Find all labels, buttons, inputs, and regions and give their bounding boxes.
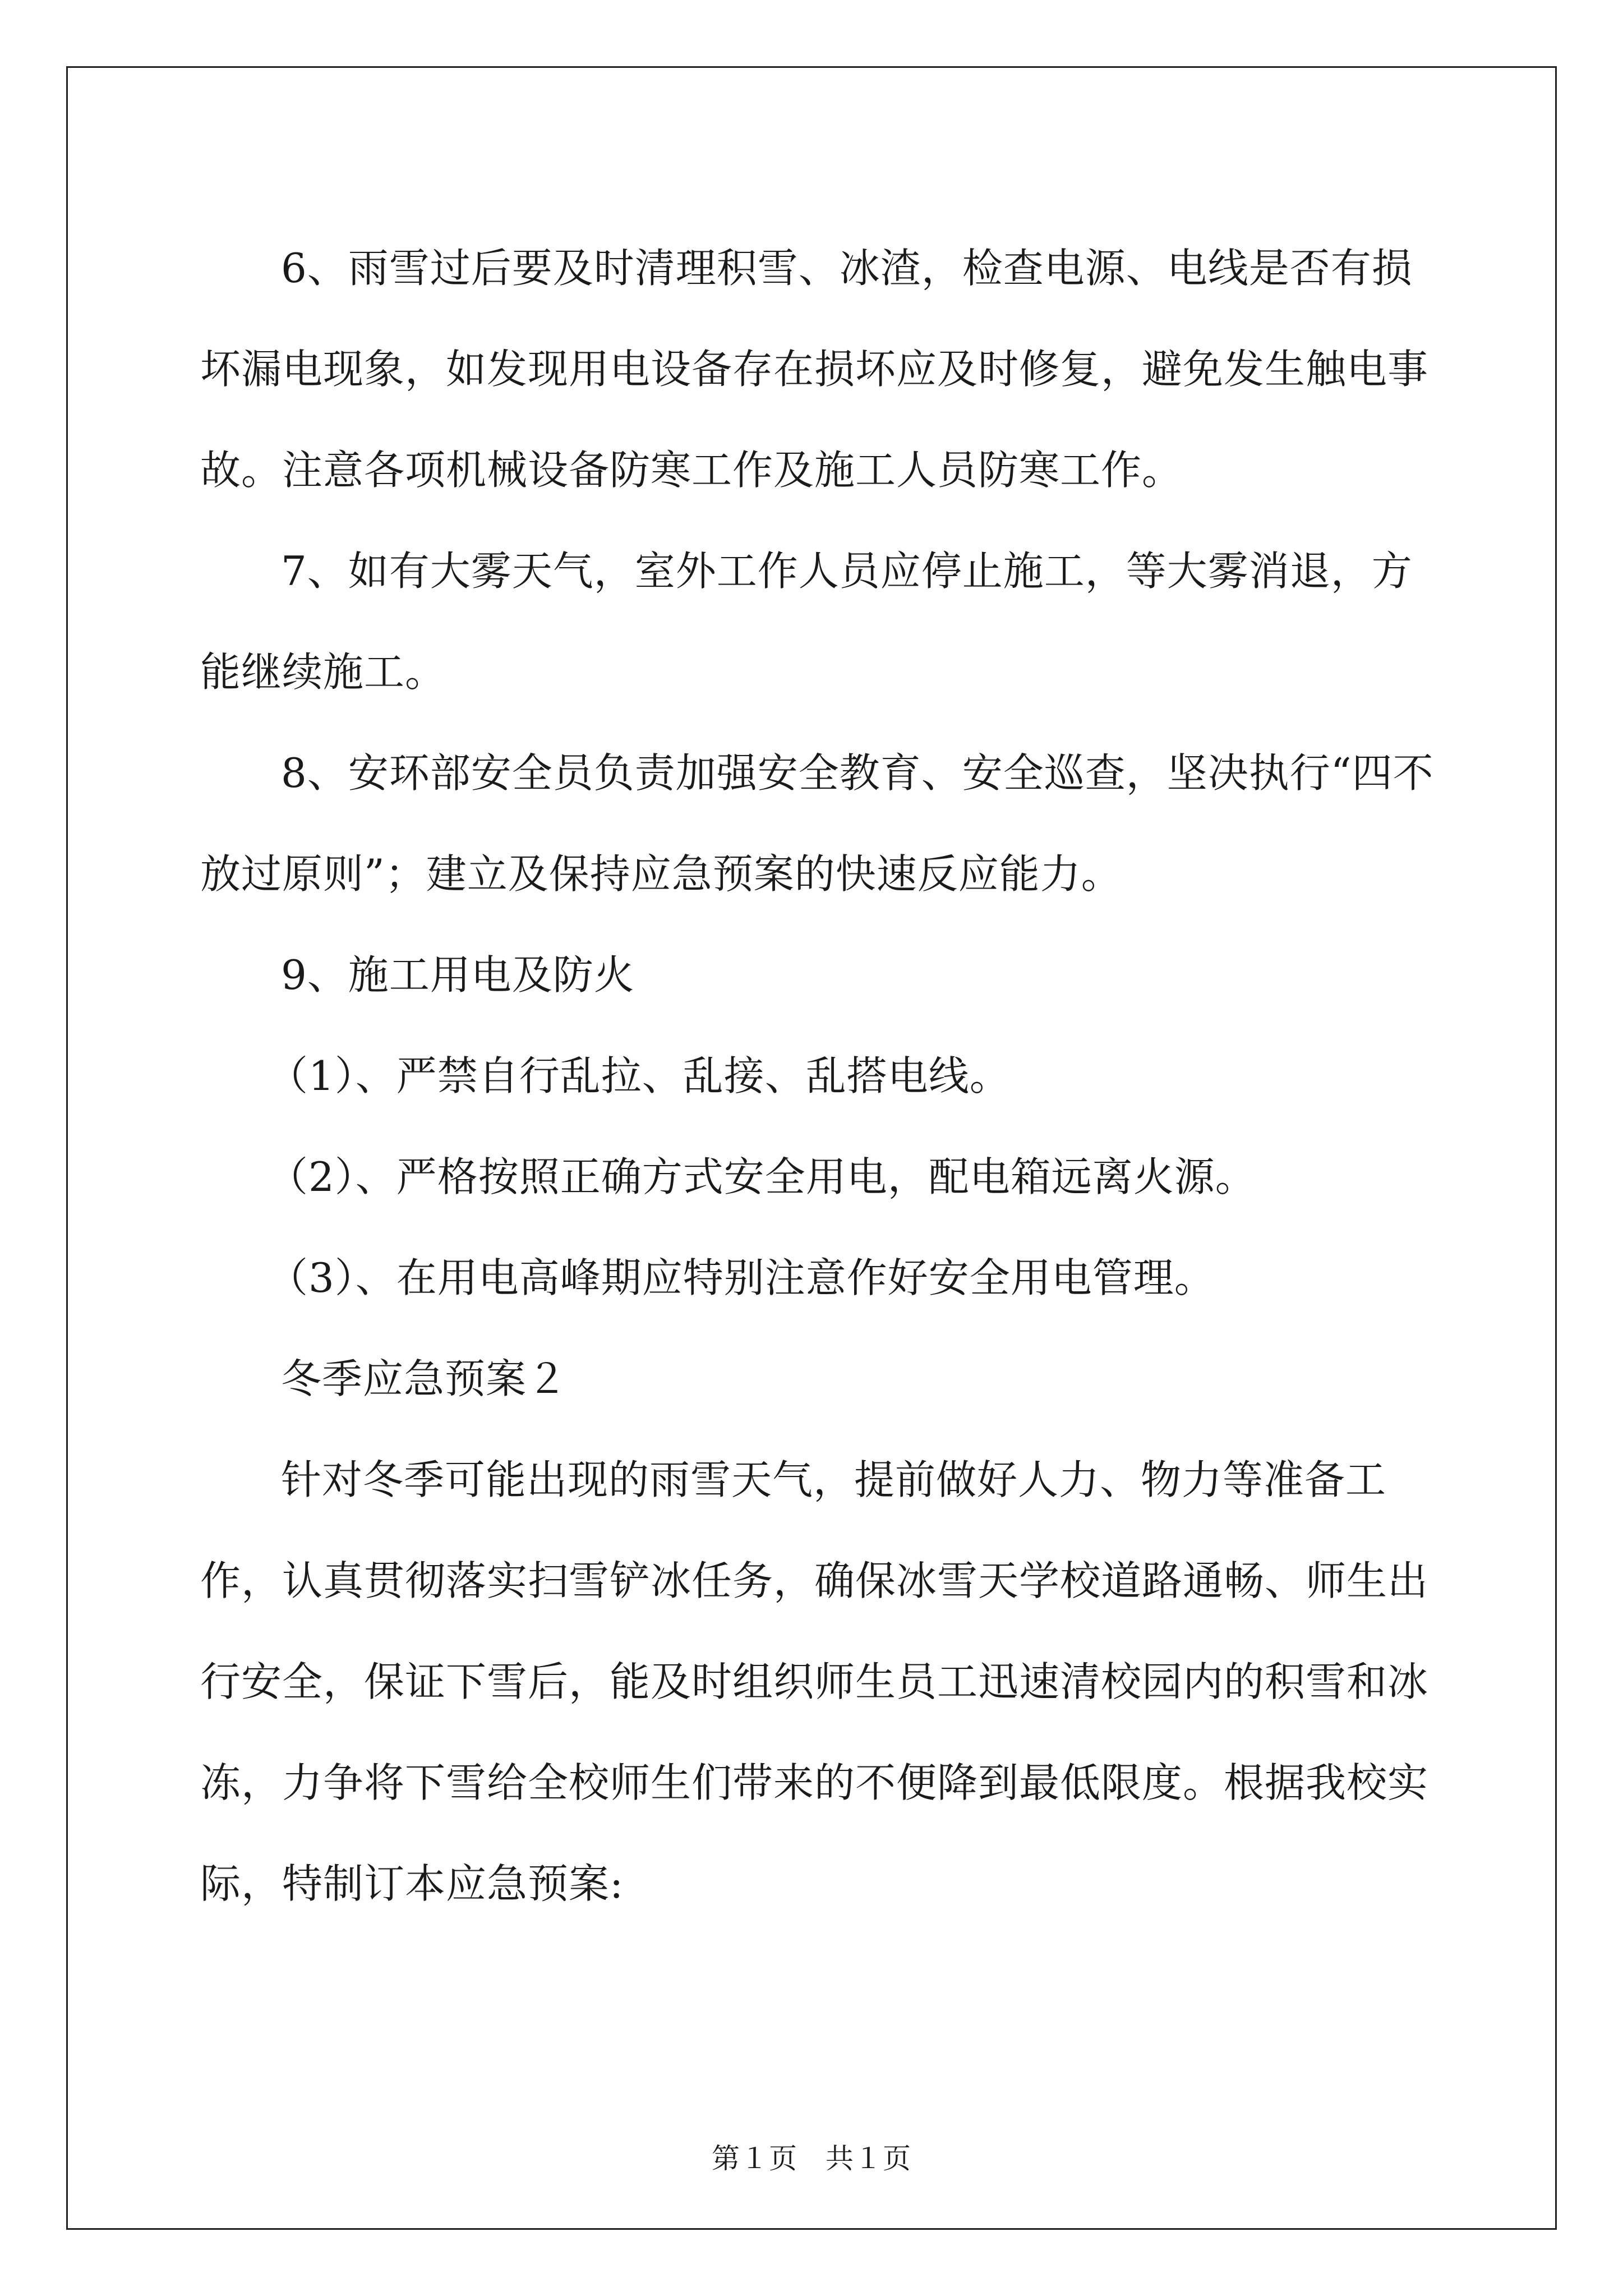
paragraph-item-7: 7、如有大雾天气，室外工作人员应停止施工，等大雾消退，方能继续施工。 bbox=[200, 547, 1413, 696]
sub-item-2: （2）、严格按照正确方式安全用电，配电箱远离火源。 bbox=[268, 1153, 1256, 1200]
section-heading: 冬季应急预案２ bbox=[281, 1355, 568, 1402]
sub-item-3: （3）、在用电高峰期应特别注意作好安全用电管理。 bbox=[268, 1254, 1215, 1301]
paragraph-item-8: 8、安环部安全员负责加强安全教育、安全巡查，坚决执行“四不放过原则”；建立及保持应急预案的快速反应能力。 bbox=[200, 749, 1434, 898]
paragraph-item-9: 9、施工用电及防火 bbox=[281, 951, 635, 999]
intro-paragraph: 针对冬季可能出现的雨雪天气，提前做好人力、物力等准备工作，认真贯彻落实扫雪铲冰任务，确保冰雪天学校道路通畅、师生出行安全，保证下雪后，能及时组织师生员工迅速清校园内的积雪和冰冻，力争将下雪给全校师生们带来的不便降到最低限度。根据我校实际，特制订本应急预案: bbox=[200, 1456, 1429, 1907]
paragraph-item-6: 6、雨雪过后要及时清理积雪、冰渣，检查电源、电线是否有损坏漏电现象，如发现用电设备存在损坏应及时修复，避免发生触电事故。注意各项机械设备防寒工作及施工人员防寒工作。 bbox=[200, 245, 1429, 494]
sub-item-1: （1）、严禁自行乱拉、乱接、乱搭电线。 bbox=[268, 1052, 1011, 1099]
page-total: 共１页 bbox=[826, 2142, 911, 2175]
document-body bbox=[200, 218, 1434, 1934]
page-number: 第１页 bbox=[712, 2142, 797, 2175]
page-footer bbox=[0, 2136, 1623, 2177]
